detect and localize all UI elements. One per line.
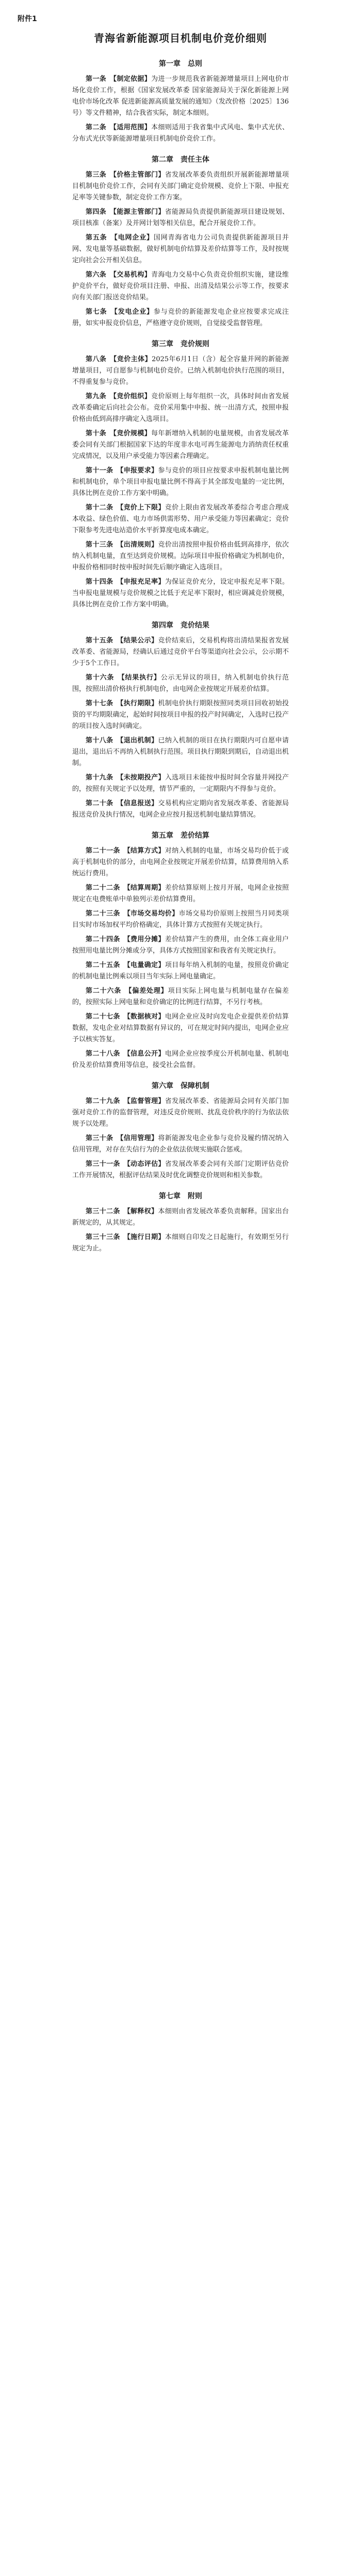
article-topic: 【制定依据】 <box>113 75 152 83</box>
article-text: 竞价原则上每年组织一次，具体时间由省发展改革委确定后向社会公布。竞价采用集中申报、统一出清方式，按照申报价格由低到高排序确定入选项目。 <box>72 393 289 423</box>
article-paragraph <box>72 908 289 931</box>
article-topic: 【未按期投产】 <box>120 774 165 782</box>
article-topic: 【发电企业】 <box>114 308 154 316</box>
article-paragraph <box>72 465 289 499</box>
article-paragraph <box>72 672 289 695</box>
article-number: 第十二条 <box>86 504 113 512</box>
chapter-title: 第七章 附则 <box>159 1192 202 1200</box>
article-number: 第十三条 <box>86 541 113 549</box>
article-number: 第七条 <box>86 308 107 316</box>
article-paragraph <box>72 1133 289 1156</box>
chapter-section <box>72 1191 289 1255</box>
article-text: 竞价出清按照申报价格由低到高排序，依次纳入机制电量，直至达到竞价规模。边际项目申报价格确定为机制电价，申报价格相同时按申报时间先后顺序确定入选项目。 <box>72 541 289 571</box>
article-topic: 【申报要求】 <box>120 467 158 474</box>
article-text: 交易机构应定期向省发展改革委、省能源局报送竞价及执行情况，电网企业应按月报送机制电量结算情况。 <box>72 800 289 819</box>
article-paragraph <box>72 539 289 573</box>
article-number: 第一条 <box>86 75 107 83</box>
article-text: 省发展改革委会同有关部门定期评估竞价工作开展情况，根据评估结果及时优化调整竞价规则和相关参数。 <box>72 1160 289 1179</box>
chapter-title: 第五章 差价结算 <box>152 832 209 840</box>
article-paragraph <box>72 635 289 669</box>
article-paragraph <box>72 354 289 388</box>
article-number: 第九条 <box>86 393 107 400</box>
chapters-container <box>72 58 289 1255</box>
article-paragraph <box>72 391 289 425</box>
article-topic: 【动态评估】 <box>127 1160 165 1168</box>
article-number: 第三十二条 <box>86 1208 120 1215</box>
article-number: 第三十一条 <box>86 1160 120 1168</box>
article-topic: 【施行日期】 <box>127 1233 165 1241</box>
article-paragraph <box>72 986 289 1008</box>
article-number: 第十九条 <box>86 774 113 782</box>
article-text: 每年新增纳入机制的电量规模，由省发展改革委会同有关部门根据国家下达的年度非水电可再生能源电力消纳责任权重完成情况，以及用户承受能力等因素合理确定。 <box>72 430 289 460</box>
article-paragraph <box>72 232 289 266</box>
article-text: 为进一步规范我省新能源增量项目上网电价市场化竞价工作，根据《国家发展改革委 国家能源局关于深化新能源上网电价市场化改革 促进新能源高质量发展的通知》（发改价格〔2025〕136号）等文件精神，结合我省实际，制定本细则。 <box>72 75 289 117</box>
chapter-section <box>72 1080 289 1181</box>
article-number: 第二十七条 <box>86 1013 120 1021</box>
article-topic: 【电量确定】 <box>127 961 165 969</box>
article-paragraph <box>72 307 289 329</box>
article-topic: 【结算方式】 <box>127 847 165 855</box>
article-topic: 【监督管理】 <box>127 1097 165 1105</box>
article-number: 第六条 <box>86 271 107 279</box>
article-text: 竞价结束后，交易机构将出清结果报省发展改革委、省能源局，经确认后通过竞价平台等渠道向社会公示，公示期不少于5个工作日。 <box>72 637 289 667</box>
article-text: 竞价上限由省发展改革委综合考虑合理成本收益、绿色价值、电力市场供需形势、用户承受能力等因素确定；竞价下限参考先进电站造价水平折算度电成本确定。 <box>72 504 289 534</box>
article-paragraph <box>72 1011 289 1045</box>
article-number: 第十一条 <box>86 467 113 474</box>
article-paragraph <box>72 577 289 611</box>
article-topic: 【数据核对】 <box>127 1013 165 1021</box>
article-paragraph <box>72 934 289 957</box>
chapter-title: 第二章 责任主体 <box>152 156 209 164</box>
article-number: 第二十条 <box>86 800 113 807</box>
chapter-section <box>72 58 289 145</box>
article-topic: 【价格主管部门】 <box>113 171 165 179</box>
article-topic: 【竞价上下限】 <box>120 504 165 512</box>
article-paragraph <box>72 269 289 303</box>
article-number: 第二十二条 <box>86 884 120 892</box>
article-number: 第二十九条 <box>86 1097 120 1105</box>
article-paragraph <box>72 735 289 769</box>
article-topic: 【申报充足率】 <box>120 578 165 586</box>
article-number: 第二十六条 <box>86 987 122 995</box>
article-text: 已纳入机制的项目在执行期限内可自愿申请退出，退出后不再纳入机制执行范围。项目执行期限到期后，自动退出机制。 <box>72 737 289 767</box>
article-text: 入选项目未能按申报时间全容量并网投产的，按照有关规定予以处理，情节严重的，一定期限内不得参与竞价。 <box>72 774 289 793</box>
article-text: 电网企业应及时向发电企业提供差价结算数据，发电企业对结算数据有异议的，可在规定时间内提出，电网企业应予以核实答复。 <box>72 1013 289 1043</box>
article-number: 第十四条 <box>86 578 113 586</box>
chapter-section <box>72 620 289 821</box>
article-topic: 【能源主管部门】 <box>113 208 165 216</box>
article-number: 第二十五条 <box>86 961 120 969</box>
chapter-title: 第四章 竞价结果 <box>152 621 209 630</box>
article-paragraph <box>72 772 289 795</box>
article-text: 省发展改革委、省能源局会同有关部门加强对竞价工作的监督管理，对违反竞价规则、扰乱竞价秩序的行为依法依规予以处理。 <box>72 1097 289 1128</box>
article-topic: 【结果执行】 <box>121 674 161 682</box>
article-topic: 【电网企业】 <box>114 234 154 242</box>
article-text: 电网企业应按季度公开机制电量、机制电价及差价结算费用等信息，接受社会监督。 <box>72 1050 289 1069</box>
article-paragraph <box>72 74 289 119</box>
article-number: 第十五条 <box>86 637 113 645</box>
article-text: 差价结算产生的费用，由全体工商业用户按照用电量比例分摊或分享，具体方式按照国家和我省有关规定执行。 <box>72 936 289 955</box>
article-text: 参与竞价的新能源发电企业应按要求完成注册，如实申报竞价信息，严格遵守竞价规则，自觉接受监督管理。 <box>72 308 289 327</box>
article-topic: 【偏差处理】 <box>128 987 168 995</box>
article-paragraph <box>72 1206 289 1229</box>
article-number: 第四条 <box>86 208 107 216</box>
chapter-section <box>72 154 289 329</box>
article-number: 第二条 <box>86 124 107 131</box>
article-topic: 【竞价规模】 <box>113 430 152 437</box>
article-paragraph <box>72 960 289 982</box>
article-text: 差价结算原则上按月开展，电网企业按照规定在电费账单中单独列示差价结算费用。 <box>72 884 289 903</box>
article-paragraph <box>72 1232 289 1255</box>
article-text: 将新能源发电企业参与竞价及履约情况纳入信用管理，对存在失信行为的企业依法依规实施联合惩戒。 <box>72 1134 289 1154</box>
article-number: 第三十条 <box>86 1134 113 1142</box>
article-topic: 【退出机制】 <box>120 737 158 744</box>
article-topic: 【市场交易均价】 <box>127 910 179 918</box>
chapter-title: 第一章 总则 <box>159 60 202 68</box>
article-paragraph <box>72 1048 289 1071</box>
article-number: 第八条 <box>86 355 107 363</box>
article-number: 第十六条 <box>86 674 114 682</box>
article-topic: 【费用分摊】 <box>127 936 165 943</box>
chapter-title: 第六章 保障机制 <box>152 1082 209 1090</box>
article-text: 本细则自印发之日起施行，有效期至另行规定为止。 <box>72 1233 289 1252</box>
article-topic: 【竞价主体】 <box>113 355 152 363</box>
article-topic: 【执行期限】 <box>120 700 158 707</box>
article-text: 省能源局负责提供新能源项目建设规划、项目核准（备案）及并网计划等相关信息，配合开展竞价工作。 <box>72 208 289 227</box>
article-text: 公示无异议的项目，纳入机制电价执行范围，按照出清价格执行机制电价，由电网企业按规定开展差价结算。 <box>72 674 289 693</box>
article-text: 本细则由省发展改革委负责解释。国家出台新规定的，从其规定。 <box>72 1208 289 1227</box>
article-number: 第二十一条 <box>86 847 120 855</box>
article-paragraph <box>72 1096 289 1130</box>
article-text: 省发展改革委负责组织开展新能源增量项目机制电价竞价工作，会同有关部门确定竞价规模、竞价上下限、申报充足率等关键参数，制定竞价工作方案。 <box>72 171 289 201</box>
article-number: 第二十八条 <box>86 1050 120 1058</box>
article-number: 第十条 <box>86 430 107 437</box>
article-text: 项目每年纳入机制的电量，按照竞价确定的机制电量比例乘以项目当年实际上网电量确定。 <box>72 961 289 980</box>
article-text: 对纳入机制的电量，市场交易均价低于或高于机制电价的部分，由电网企业按规定开展差价结算，结算费用纳入系统运行费用。 <box>72 847 289 877</box>
article-topic: 【解释权】 <box>127 1208 158 1215</box>
article-paragraph <box>72 122 289 145</box>
article-paragraph <box>72 845 289 879</box>
article-text: 为保证竞价充分，设定申报充足率下限。当申报电量规模与竞价规模之比低于充足率下限时，相应调减竞价规模，具体比例在竞价工作方案中明确。 <box>72 578 289 608</box>
chapter-section <box>72 830 289 1071</box>
article-text: 参与竞价的项目应按要求申报机制电量比例和机制电价，单个项目申报电量比例不得高于其全部发电量的一定比例，具体比例在竞价工作方案中明确。 <box>72 467 289 497</box>
article-number: 第二十三条 <box>86 910 120 918</box>
article-number: 第三条 <box>86 171 107 179</box>
article-paragraph <box>72 883 289 905</box>
article-paragraph <box>72 428 289 462</box>
article-topic: 【结算周期】 <box>127 884 165 892</box>
chapter-title: 第三章 竞价规则 <box>152 340 209 348</box>
article-topic: 【竞价组织】 <box>113 393 152 400</box>
article-topic: 【交易机构】 <box>113 271 152 279</box>
article-text: 青海电力交易中心负责竞价组织实施，建设维护竞价平台，做好竞价项目注册、申报、出清及结果公示等工作，按要求向有关部门报送竞价结果。 <box>72 271 289 301</box>
article-text: 本细则适用于我省集中式风电、集中式光伏、分布式光伏等新能源增量项目机制电价竞价工作。 <box>72 124 289 143</box>
article-topic: 【信息报送】 <box>120 800 158 807</box>
article-topic: 【结果公示】 <box>120 637 158 645</box>
article-number: 第五条 <box>86 234 107 242</box>
article-paragraph <box>72 798 289 821</box>
article-number: 第三十三条 <box>86 1233 120 1241</box>
article-paragraph <box>72 207 289 229</box>
article-topic: 【信息公开】 <box>127 1050 165 1058</box>
attachment-label: 附件1 <box>18 15 37 23</box>
article-text: 市场交易均价原则上按照当月同类项目实时市场加权平均价格确定，具体计算方式按照有关规定执行。 <box>72 910 289 929</box>
chapter-section <box>72 338 289 611</box>
article-paragraph <box>72 170 289 204</box>
article-paragraph <box>72 698 289 732</box>
article-paragraph <box>72 502 289 536</box>
article-text: 项目实际上网电量与机制电量存在偏差的，按照实际上网电量和竞价确定的比例进行结算，不另行考核。 <box>72 987 289 1006</box>
article-text: 2025年6月1日（含）起全容量并网的新能源增量项目，可自愿参与机制电价竞价。已纳入机制电价执行范围的项目，不得重复参与竞价。 <box>72 355 289 386</box>
article-number: 第十七条 <box>86 700 113 707</box>
article-paragraph <box>72 1159 289 1181</box>
article-topic: 【出清规则】 <box>120 541 158 549</box>
article-topic: 【信用管理】 <box>120 1134 158 1142</box>
article-text: 机制电价执行期限按照同类项目回收初始投资的平均期限确定，起始时间按项目申报的投产时间确定，入选时已投产的项目按入选时间确定。 <box>72 700 289 730</box>
article-number: 第十八条 <box>86 737 113 744</box>
article-topic: 【适用范围】 <box>113 124 152 131</box>
article-number: 第二十四条 <box>86 936 120 943</box>
article-text: 国网青海省电力公司负责提供新能源项目并网、发电量等基础数据，做好机制电价结算及差价结算等工作，及时按规定向社会公开相关信息。 <box>72 234 289 264</box>
document-title: 青海省新能源项目机制电价竞价细则 <box>94 32 267 44</box>
